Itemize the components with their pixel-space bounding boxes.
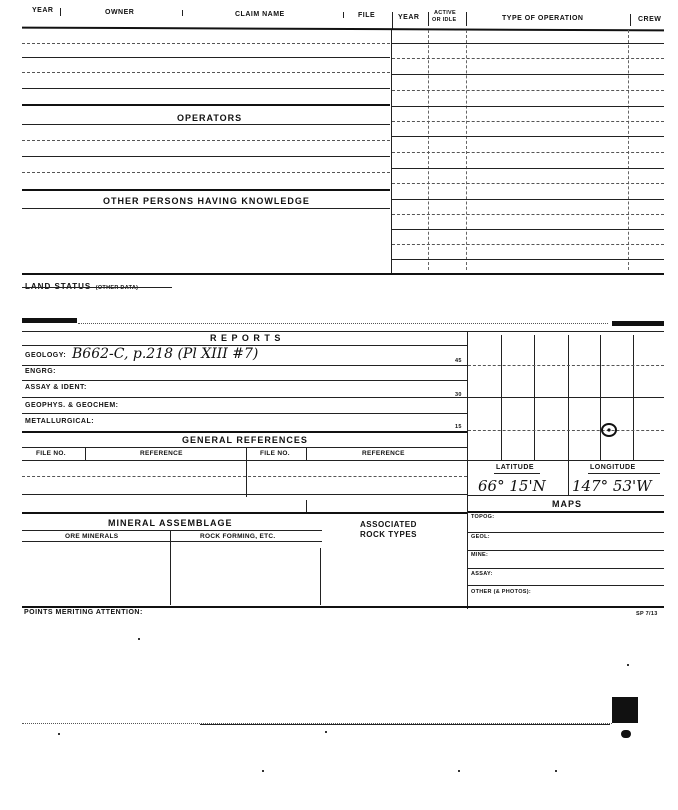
latitude-underline	[494, 473, 540, 474]
ref-file-no-2: FILE NO.	[260, 450, 290, 457]
report-num-geology: 45	[455, 358, 462, 364]
year-header: YEAR	[32, 7, 54, 14]
report-num-assay: 30	[455, 392, 462, 398]
maps-title-rule	[468, 511, 664, 513]
ref-reference-1: REFERENCE	[140, 450, 183, 457]
year2-header: YEAR	[398, 14, 420, 21]
longitude-underline	[588, 473, 660, 474]
reports-top-rule	[22, 331, 664, 332]
report-label-geology: GEOLOGY:	[25, 352, 67, 359]
ref-file-no-1: FILE NO.	[36, 450, 66, 457]
claim-name-header: CLAIM NAME	[235, 11, 285, 18]
land-status-rule	[22, 273, 664, 275]
rock-forming-header: ROCK FORMING, ETC.	[200, 533, 276, 540]
report-label-geophys: GEOPHYS. & GEOCHEM:	[25, 402, 119, 409]
latlong-divider	[568, 460, 569, 495]
divider	[182, 10, 183, 16]
maps-assay-label: ASSAY:	[471, 571, 493, 577]
divider	[630, 14, 631, 26]
maps-mine-label: MINE:	[471, 552, 489, 558]
divider	[466, 12, 467, 26]
type-of-operation-header: TYPE OF OPERATION	[502, 15, 584, 22]
crew-header: CREW	[638, 16, 662, 23]
report-value-geology: B662-C, p.218 (Pl XIII #7)	[72, 346, 259, 362]
report-label-engrg: ENGRG:	[25, 368, 56, 375]
operators-title: OPERATORS	[177, 113, 243, 123]
reports-title: R E P O R T S	[210, 333, 282, 343]
other-persons-title: OTHER PERSONS HAVING KNOWLEDGE	[103, 196, 310, 206]
form-code: SP 7/13	[636, 611, 658, 617]
active-header-line1: ACTIVE	[434, 10, 456, 16]
ore-minerals-header: ORE MINERALS	[65, 533, 119, 540]
land-status-underline	[22, 287, 172, 288]
divider	[343, 12, 344, 18]
mineral-rule	[22, 530, 322, 531]
maps-topog-label: TOPOG:	[471, 514, 495, 520]
file-header: FILE	[358, 12, 376, 19]
latitude-label: LATITUDE	[496, 464, 535, 471]
report-num-metallurgical: 15	[455, 424, 462, 430]
mineral-divider-1	[170, 530, 171, 605]
land-status-label	[25, 276, 138, 294]
report-label-assay: ASSAY & IDENT:	[25, 384, 87, 391]
general-references-rule	[22, 447, 467, 448]
mineral-divider-2	[320, 548, 321, 605]
owner-header: OWNER	[105, 9, 135, 16]
header-rule	[22, 27, 664, 32]
latlong-rule	[468, 495, 664, 496]
general-references-title: GENERAL REFERENCES	[182, 435, 308, 445]
divider	[60, 8, 61, 16]
points-meriting-attention-label: POINTS MERITING ATTENTION:	[24, 609, 143, 616]
land-status-title: LAND STATUS	[25, 282, 92, 291]
latitude-value: 66° 15'N	[478, 477, 546, 495]
maps-title: MAPS	[552, 499, 583, 509]
other-persons-rule	[22, 208, 390, 209]
location-marker-icon	[600, 422, 618, 438]
associated-rock-line2: ROCK TYPES	[360, 530, 418, 539]
mineral-assemblage-title: MINERAL ASSEMBLAGE	[108, 518, 233, 528]
mineral-header-rule	[22, 541, 322, 542]
report-label-metallurgical: METALLURGICAL:	[25, 418, 95, 425]
land-status-sub: (OTHER DATA)	[95, 285, 139, 291]
longitude-label: LONGITUDE	[590, 464, 636, 471]
footer-rule	[22, 606, 664, 608]
maps-geol-label: GEOL:	[471, 534, 490, 540]
maps-other-label: OTHER (& PHOTOS):	[471, 589, 531, 595]
active-header-line2: OR IDLE	[432, 17, 457, 23]
divider	[428, 12, 429, 26]
longitude-value: 147° 53'W	[572, 477, 652, 495]
associated-rock-line1: ASSOCIATED	[360, 520, 417, 529]
ref-reference-2: REFERENCE	[362, 450, 405, 457]
